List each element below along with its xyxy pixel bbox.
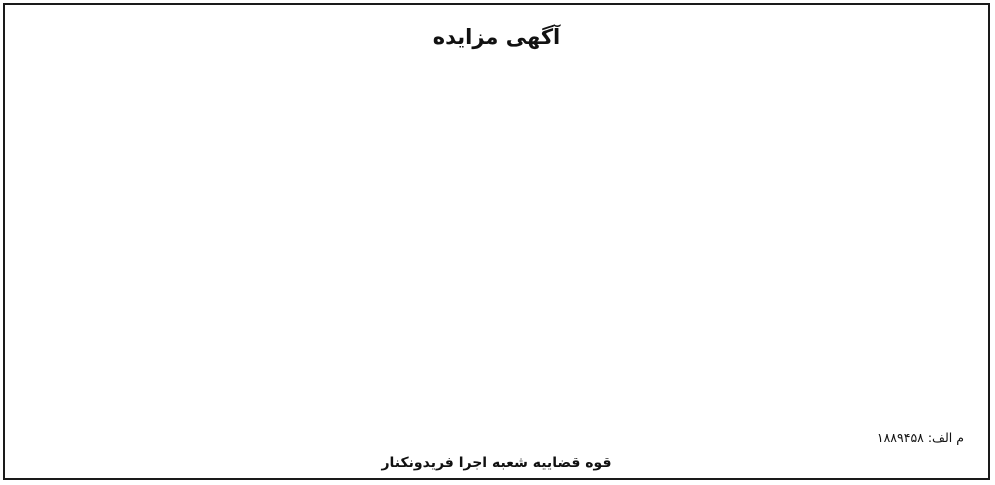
notice-paragraph <box>21 114 976 134</box>
notice-paragraph <box>21 134 976 154</box>
notice-paragraph <box>21 95 976 115</box>
notice-body <box>21 75 976 405</box>
notice-paragraph <box>21 153 976 173</box>
issuer-signature: قوه قضاییه شعبه اجرا فریدونکنار <box>381 455 612 471</box>
notice-title: آگهی مزایده <box>432 25 561 49</box>
notice-paragraph <box>21 75 976 95</box>
notice-frame <box>3 3 990 480</box>
reference-number: م الف: ۱۸۸۹۴۵۸ <box>876 430 964 445</box>
